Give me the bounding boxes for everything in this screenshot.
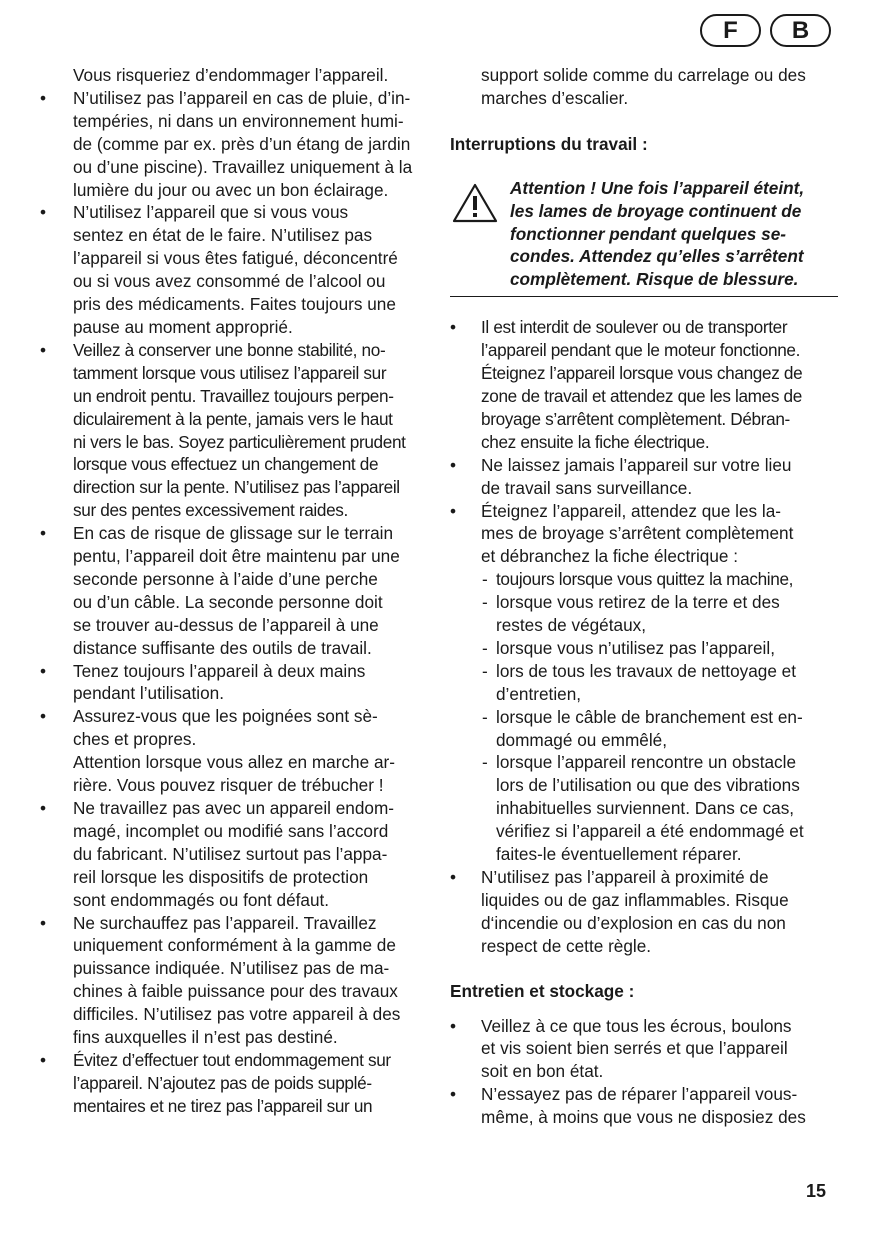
warning-box [450, 168, 838, 298]
safety-item-switch-off [450, 500, 838, 569]
safety-item-fitness [40, 201, 430, 338]
warning-text: Attention ! Une fois l’appareil éteint, les lames de broyage continuent de fonctionner pendant quelques se- condes. Attendez qu’elles s’arrêtent complètement. Risque de blessure. [510, 177, 805, 290]
safety-item-flammables [450, 866, 838, 958]
safety-item-unattended [450, 454, 838, 500]
item-text: Ne surchauffez pas l’appareil. Travaillez uniquement conformément à la gamme de puissance indiquée. N’utilisez pas de ma- chines à faible puissance pour des travaux difficiles. N’utilisez pas votre appareil à des fins auxquelles il n’est pas destiné. [73, 912, 401, 1048]
safety-item-damaged [40, 797, 430, 912]
warning-triangle-icon [452, 183, 498, 223]
switch-off-conditions-list [450, 568, 838, 866]
language-badge-b: B [770, 14, 831, 47]
left-column [40, 64, 430, 1118]
safety-item-stability [40, 339, 430, 522]
language-badges [700, 14, 831, 47]
item-text: N’utilisez pas l’appareil à proximité de liquides ou de gaz inflammables. Risque d‘incendie ou d’explosion en cas du non respect de cette règle. [481, 867, 789, 956]
item-text: Éteignez l’appareil, attendez que les la- mes de broyage s’arrêtent complètement et débranchez la fiche électrique : [481, 500, 794, 567]
item-text: Ne travaillez pas avec un appareil endom- magé, incomplet ou modifié sans l’accord du fabricant. N’utilisez surtout pas l’appa- reil lorsque les dispositifs de protection sont endommagés ou font défaut. [73, 798, 395, 910]
item-text: N’utilisez pas l’appareil en cas de pluie, d’in- tempéries, ni dans un environnement humi- de (comme par ex. près d’un étang de jardin ou d’une piscine). Travaillez uniquement à la lumière du jour ou avec un bon éclairage. [73, 87, 413, 200]
item-text: Il est interdit de soulever ou de transporter l’appareil pendant que le moteur fonctionne. Éteignez l’appareil lorsque vous changez de zone de travail et attendez que les lames de broyage s’arrêtent complètement. Débran- chez ensuite la fiche électrique. [481, 317, 803, 452]
item-text: N’essayez pas de réparer l’appareil vous- même, à moins que vous ne disposiez des [481, 1084, 806, 1128]
item-text: Veillez à conserver une bonne stabilité, no- tamment lorsque vous utilisez l’appareil sur un endroit pentu. Travaillez toujours perpen- diculairement à la pente, jamais vers le haut ni vers le bas. Soyez particulièrement prudent lorsque vous effectuez un changement de direction sur la pente. N’utilisez pas l’appareil sur des pentes excessivement raides. [73, 339, 406, 521]
item-text: Assurez-vous que les poignées sont sè- ches et propres. Attention lorsque vous allez en marche ar- rière. Vous pouvez risquer de trébucher ! [73, 706, 395, 796]
item-text: Tenez toujours l’appareil à deux mains pendant l’utilisation. [73, 660, 366, 704]
dash-item: - lorsque vous n’utilisez pas l’appareil, [481, 637, 838, 660]
maintenance-item-no-repair [450, 1083, 838, 1129]
safety-item-handles [40, 705, 430, 797]
item-text: En cas de risque de glissage sur le terrain pentu, l’appareil doit être maintenu par une seconde personne à l’aide d’une perche ou d’un câble. La seconde personne doit se trouver au-dessus de l’appareil à une distance suffisante des outils de travail. [73, 523, 400, 658]
page-number: 15 [806, 1181, 827, 1201]
item-text: N’utilisez l’appareil que si vous vous sentez en état de le faire. N’utilisez pas l’appareil si vous êtes fatigué, déconcentré ou si vous avez consommé de l’alcool ou pris des médicaments. Faites toujours une pause au moment approprié. [73, 202, 398, 337]
safety-item-overheat [40, 912, 430, 1049]
safety-item-avoid-damage [40, 1049, 430, 1118]
right-column [450, 64, 838, 1129]
item-text: Évitez d’effectuer tout endommagement sur l’appareil. N’ajoutez pas de poids supplé- mentaires et ne tirez pas l’appareil sur un [73, 1049, 391, 1116]
safety-item-slope [40, 522, 430, 659]
item-text: Ne laissez jamais l’appareil sur votre lieu de travail sans surveillance. [481, 454, 792, 498]
dash-item: - lorsque l’appareil rencontre un obstacle lors de l’utilisation ou que des vibrations inhabituelles surviennent. Dans ce cas, vérifiez si l’appareil a été endommagé et faites-le éventuellement réparer. [481, 751, 838, 866]
maintenance-item-tighten [450, 1015, 838, 1084]
dash-item: - lors de tous les travaux de nettoyage et d’entretien, [481, 660, 838, 706]
safety-item-no-lifting [450, 316, 838, 453]
continued-text: support solide comme du carrelage ou des marches d’escalier. [481, 65, 806, 108]
dash-item: - lorsque le câble de branchement est en- dommagé ou emmêlé, [481, 706, 838, 752]
item-text: Veillez à ce que tous les écrous, boulons et vis soient bien serrés et que l’appareil soit en bon état. [481, 1015, 792, 1082]
section-heading-interruptions: Interruptions du travail : [450, 133, 648, 154]
safety-item-weather [40, 87, 430, 202]
dash-item: - lorsque vous retirez de la terre et des restes de végétaux, [481, 591, 838, 637]
continued-text: Vous risqueriez d’endommager l’appareil. [73, 65, 389, 85]
language-badge-f: F [700, 14, 761, 47]
section-heading-maintenance: Entretien et stockage : [450, 980, 635, 1001]
dash-item: - toujours lorsque vous quittez la machine, [481, 568, 838, 591]
safety-item-two-hands [40, 660, 430, 706]
